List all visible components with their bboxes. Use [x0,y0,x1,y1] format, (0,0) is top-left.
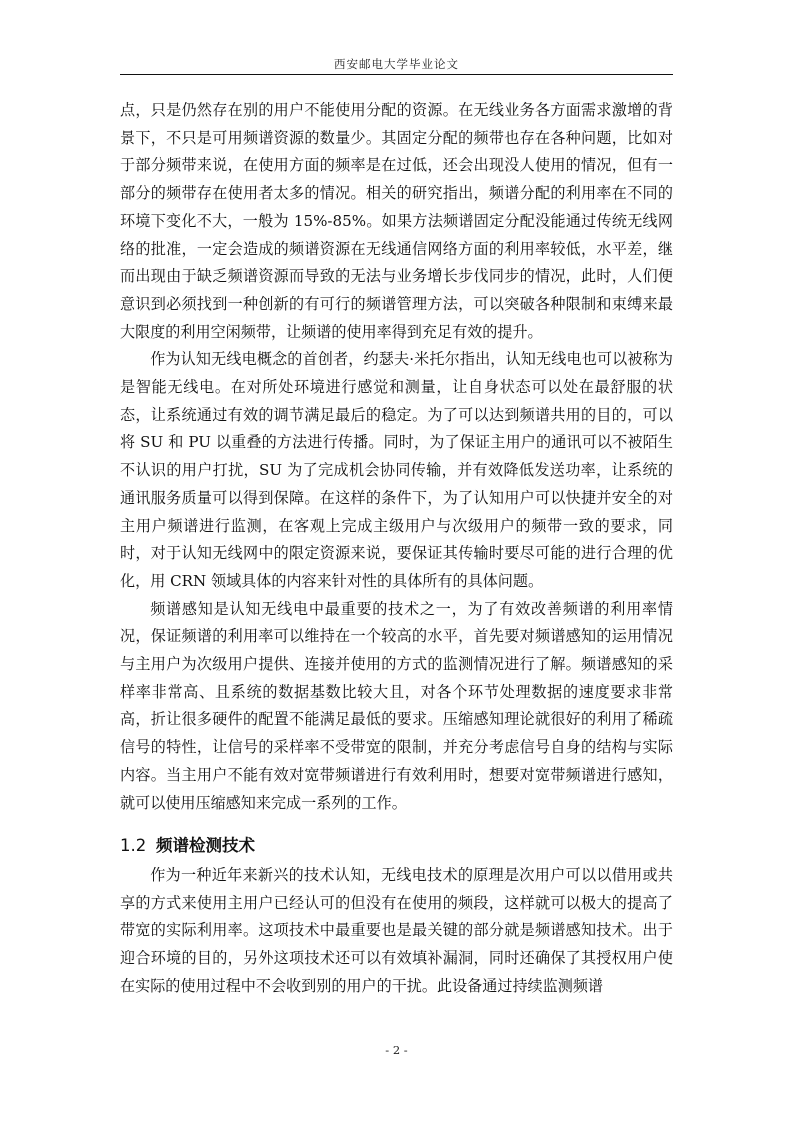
paragraph-detection-technique: 作为一种近年来新兴的技术认知，无线电技术的原理是次用户可以以借用或共享的方式来使用主用户已经认可的但没有在使用的频段，这样就可以极大的提高了带宽的实际利用率。这项技术中最重要也是最关键的部分就是频谱感知技术。出于迎合环境的目的，另外这项技术还可以有效填补漏洞，同时还确保了其授权用户使在实际的使用过程中不会收到别的用户的干扰。此设备通过持续监测频谱 [120,866,673,995]
header-divider [120,74,673,75]
section-title-text: 频谱检测技术 [156,836,255,855]
paragraph-cognitive-radio: 作为认知无线电概念的首创者，约瑟夫·米托尔指出，认知无线电也可以被称为是智能无线电。在对所处环境进行感觉和测量，让自身状态可以处在最舒服的状态，让系统通过有效的调节满足最后的稳定。为了可以达到频谱共用的目的，可以将 SU 和 PU 以重叠的方法进行传播。同时，为了保证主用户的通讯可以不被陌生不认识的用户打扰，SU 为了完成机会协同传输，并有效降低发送功率，让系统的通讯服务质量可以得到保障。在这样的条件下，为了认知用户可以快捷并安全的对主用户频谱进行监测，在客观上完成主级用户与次级用户的频带一致的要求，同时，对于认知无线网中的限定资源来说，要保证其传输时要尽可能的进行合理的优化，用 CRN 领域具体的内容来针对性的具体所有的具体问题。 [120,350,673,590]
paragraph-continuation: 点，只是仍然存在别的用户不能使用分配的资源。在无线业务各方面需求激增的背景下，不只是可用频谱资源的数量少。其固定分配的频带也存在各种问题，比如对于部分频带来说，在使用方面的频率是在过低，还会出现没人使用的情况，但有一部分的频带存在使用者太多的情况。相关的研究指出，频谱分配的利用率在不同的环境下变化不大，一般为 15%-85%。如果方法频谱固定分配没能通过传统无线网络的批准，一定会造成的频谱资源在无线通信网络方面的利用率较低，水平差，继而出现由于缺乏频谱资源而导致的无法与业务增长步伐同步的情况，此时，人们便意识到必须找到一种创新的有可行的频谱管理方法，可以突破各种限制和束缚来最大限度的利用空闲频带，让频谱的使用率得到充足有效的提升。 [120,101,673,341]
section-body [120,862,673,1001]
section-number: 1.2 [120,836,147,855]
body-text [120,97,673,817]
paragraph-spectrum-sensing: 频谱感知是认知无线电中最重要的技术之一，为了有效改善频谱的利用率情况，保证频谱的利用率可以维持在一个较高的水平，首先要对频谱感知的运用情况与主用户为次级用户提供、连接并使用的方式的监测情况进行了解。频谱感知的采样率非常高、且系统的数据基数比较大且，对各个环节处理数据的速度要求非常高，折让很多硬件的配置不能满足最低的要求。压缩感知理论就很好的利用了稀疏信号的特性，让信号的采样率不受带宽的限制，并充分考虑信号自身的结构与实际内容。当主用户不能有效对宽带频谱进行有效利用时，想要对宽带频谱进行感知，就可以使用压缩感知来完成一系列的工作。 [120,599,673,812]
running-header: 西安邮电大学毕业论文 [334,57,459,71]
page-number: - 2 - [385,1043,408,1057]
section-heading [120,832,255,856]
